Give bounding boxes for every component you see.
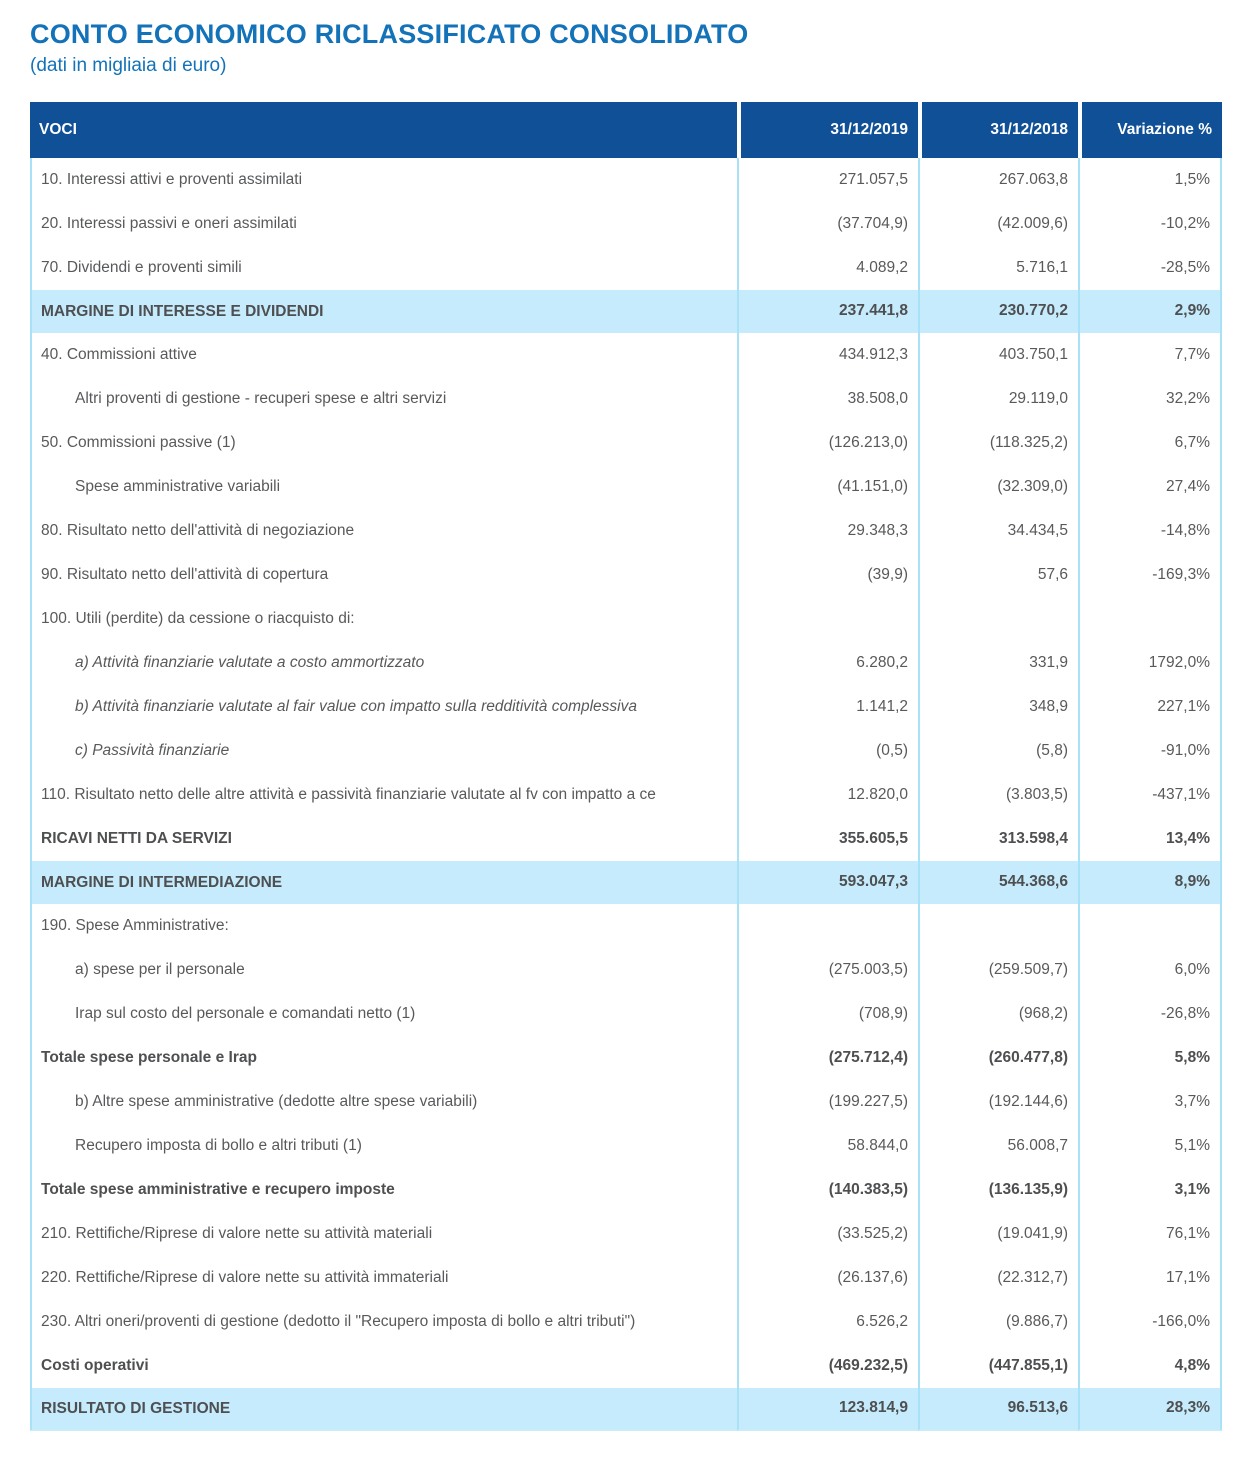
value-2019: 355.605,5 [737, 817, 918, 861]
value-variation: 7,7% [1078, 333, 1222, 377]
value-2018: (259.509,7) [918, 948, 1078, 992]
value-2018: 331,9 [918, 641, 1078, 685]
value-variation: 32,2% [1078, 377, 1222, 421]
subtotal-row-margine-interesse [30, 290, 1222, 333]
value-2019: 38.508,0 [737, 377, 918, 421]
row-label: 40. Commissioni attive [30, 333, 737, 377]
value-2018: 348,9 [918, 685, 1078, 729]
row-label: a) Attività finanziarie valutate a costo ammortizzato [30, 641, 737, 685]
value-2018: (192.144,6) [918, 1080, 1078, 1124]
table-row [30, 509, 1222, 553]
row-label: b) Altre spese amministrative (dedotte altre spese variabili) [30, 1080, 737, 1124]
row-label: Totale spese personale e Irap [30, 1036, 737, 1080]
value-2018: 544.368,6 [918, 861, 1078, 904]
value-variation: 17,1% [1078, 1256, 1222, 1300]
subtotal-row-costi-operativi [30, 1344, 1222, 1388]
value-2019: 29.348,3 [737, 509, 918, 553]
table-row [30, 1256, 1222, 1300]
subtotal-row-totale-amministrative [30, 1168, 1222, 1212]
row-label: RICAVI NETTI DA SERVIZI [30, 817, 737, 861]
table-row [30, 992, 1222, 1036]
row-label: Costi operativi [30, 1344, 737, 1388]
value-variation: 5,1% [1078, 1124, 1222, 1168]
row-label: MARGINE DI INTERMEDIAZIONE [30, 861, 737, 904]
row-label: RISULTATO DI GESTIONE [30, 1388, 737, 1431]
row-label: 100. Utili (perdite) da cessione o riacquisto di: [30, 597, 737, 641]
value-2019 [737, 904, 918, 948]
value-variation: -437,1% [1078, 773, 1222, 817]
subtotal-row-totale-personale [30, 1036, 1222, 1080]
value-2018 [918, 597, 1078, 641]
subtotal-row-risultato-gestione [30, 1388, 1222, 1431]
row-label: 230. Altri oneri/proventi di gestione (dedotto il "Recupero imposta di bollo e altri tributi") [30, 1300, 737, 1344]
value-2019: (39,9) [737, 553, 918, 597]
value-2019: 593.047,3 [737, 861, 918, 904]
value-variation: 13,4% [1078, 817, 1222, 861]
value-2019: 12.820,0 [737, 773, 918, 817]
value-variation: 28,3% [1078, 1388, 1222, 1431]
table-row [30, 729, 1222, 773]
value-2019: 1.141,2 [737, 685, 918, 729]
subtotal-row-margine-intermediazione [30, 861, 1222, 904]
value-2019: (469.232,5) [737, 1344, 918, 1388]
value-2018: (9.886,7) [918, 1300, 1078, 1344]
value-variation: 76,1% [1078, 1212, 1222, 1256]
value-2019: (275.003,5) [737, 948, 918, 992]
page-title: CONTO ECONOMICO RICLASSIFICATO CONSOLIDATO [30, 19, 749, 49]
value-2019: 6.526,2 [737, 1300, 918, 1344]
row-label: Spese amministrative variabili [30, 465, 737, 509]
row-label: 210. Rettifiche/Riprese di valore nette su attività materiali [30, 1212, 737, 1256]
value-variation: 1792,0% [1078, 641, 1222, 685]
table-row [30, 773, 1222, 817]
value-2019: (199.227,5) [737, 1080, 918, 1124]
row-label: 90. Risultato netto dell'attività di copertura [30, 553, 737, 597]
value-variation: 5,8% [1078, 1036, 1222, 1080]
value-2018: (42.009,6) [918, 202, 1078, 246]
table-row [30, 1300, 1222, 1344]
value-variation: -166,0% [1078, 1300, 1222, 1344]
value-2018: (260.477,8) [918, 1036, 1078, 1080]
header-row [30, 102, 1222, 158]
table-row [30, 1124, 1222, 1168]
table-row [30, 597, 1222, 641]
table-row [30, 685, 1222, 729]
value-2018: 313.598,4 [918, 817, 1078, 861]
value-2018: 34.434,5 [918, 509, 1078, 553]
row-label: 110. Risultato netto delle altre attività e passività finanziarie valutate al fv con impatto a ce [30, 773, 737, 817]
value-2018 [918, 904, 1078, 948]
row-label: 70. Dividendi e proventi simili [30, 246, 737, 290]
row-label: MARGINE DI INTERESSE E DIVIDENDI [30, 290, 737, 333]
value-variation: 1,5% [1078, 158, 1222, 202]
page-subtitle: (dati in migliaia di euro) [30, 54, 227, 76]
value-2019: 6.280,2 [737, 641, 918, 685]
value-variation: -28,5% [1078, 246, 1222, 290]
value-2018: (968,2) [918, 992, 1078, 1036]
value-2019: 237.441,8 [737, 290, 918, 333]
table-row [30, 158, 1222, 202]
column-header-variation: Variazione % [1078, 102, 1222, 158]
value-2018: (118.325,2) [918, 421, 1078, 465]
value-2019: 271.057,5 [737, 158, 918, 202]
row-label: b) Attività finanziarie valutate al fair value con impatto sulla redditività complessiva [30, 685, 737, 729]
value-2019: (33.525,2) [737, 1212, 918, 1256]
table-row [30, 948, 1222, 992]
value-2019: (26.137,6) [737, 1256, 918, 1300]
subtotal-row-ricavi-netti [30, 817, 1222, 861]
value-variation: 3,1% [1078, 1168, 1222, 1212]
value-variation: 6,0% [1078, 948, 1222, 992]
value-2019: 434.912,3 [737, 333, 918, 377]
value-2019 [737, 597, 918, 641]
value-variation [1078, 597, 1222, 641]
table-row [30, 377, 1222, 421]
value-2019: (0,5) [737, 729, 918, 773]
table-row [30, 333, 1222, 377]
value-variation: 2,9% [1078, 290, 1222, 333]
table-row [30, 421, 1222, 465]
row-label: 220. Rettifiche/Riprese di valore nette su attività immateriali [30, 1256, 737, 1300]
table-header [30, 102, 1222, 158]
value-variation: -10,2% [1078, 202, 1222, 246]
row-label: 10. Interessi attivi e proventi assimilati [30, 158, 737, 202]
table-row [30, 1080, 1222, 1124]
value-variation: 3,7% [1078, 1080, 1222, 1124]
value-variation: 6,7% [1078, 421, 1222, 465]
row-label: Recupero imposta di bollo e altri tributi (1) [30, 1124, 737, 1168]
value-variation: 4,8% [1078, 1344, 1222, 1388]
value-2018: 57,6 [918, 553, 1078, 597]
value-2019: (708,9) [737, 992, 918, 1036]
value-2019: (126.213,0) [737, 421, 918, 465]
table-row [30, 904, 1222, 948]
column-header-voci: VOCI [30, 102, 737, 158]
value-2019: 4.089,2 [737, 246, 918, 290]
value-2019: (41.151,0) [737, 465, 918, 509]
table-row [30, 641, 1222, 685]
table-body [30, 158, 1222, 1431]
row-label: 50. Commissioni passive (1) [30, 421, 737, 465]
value-2018: (3.803,5) [918, 773, 1078, 817]
column-header-2019: 31/12/2019 [737, 102, 918, 158]
value-2019: (37.704,9) [737, 202, 918, 246]
value-2018: 96.513,6 [918, 1388, 1078, 1431]
table-row [30, 465, 1222, 509]
value-2019: 58.844,0 [737, 1124, 918, 1168]
row-label: Totale spese amministrative e recupero imposte [30, 1168, 737, 1212]
value-variation: 8,9% [1078, 861, 1222, 904]
row-label: 190. Spese Amministrative: [30, 904, 737, 948]
value-2018: 267.063,8 [918, 158, 1078, 202]
value-2018: 29.119,0 [918, 377, 1078, 421]
table-row [30, 202, 1222, 246]
value-variation: 27,4% [1078, 465, 1222, 509]
row-label: a) spese per il personale [30, 948, 737, 992]
value-2018: (136.135,9) [918, 1168, 1078, 1212]
income-statement-table [30, 102, 1222, 1431]
value-2019: 123.814,9 [737, 1388, 918, 1431]
row-label: Irap sul costo del personale e comandati netto (1) [30, 992, 737, 1036]
value-2018: 5.716,1 [918, 246, 1078, 290]
table-row [30, 1212, 1222, 1256]
value-2018: (19.041,9) [918, 1212, 1078, 1256]
value-variation: -169,3% [1078, 553, 1222, 597]
value-2018: 56.008,7 [918, 1124, 1078, 1168]
value-2018: 230.770,2 [918, 290, 1078, 333]
value-2018: (32.309,0) [918, 465, 1078, 509]
value-2019: (275.712,4) [737, 1036, 918, 1080]
row-label: 20. Interessi passivi e oneri assimilati [30, 202, 737, 246]
value-2018: (22.312,7) [918, 1256, 1078, 1300]
table-row [30, 553, 1222, 597]
value-2018: (5,8) [918, 729, 1078, 773]
value-2018: 403.750,1 [918, 333, 1078, 377]
value-variation: 227,1% [1078, 685, 1222, 729]
row-label: c) Passività finanziarie [30, 729, 737, 773]
value-variation: -91,0% [1078, 729, 1222, 773]
column-header-2018: 31/12/2018 [918, 102, 1078, 158]
value-variation: -26,8% [1078, 992, 1222, 1036]
value-variation [1078, 904, 1222, 948]
table-row [30, 246, 1222, 290]
value-2018: (447.855,1) [918, 1344, 1078, 1388]
row-label: 80. Risultato netto dell'attività di negoziazione [30, 509, 737, 553]
row-label: Altri proventi di gestione - recuperi spese e altri servizi [30, 377, 737, 421]
value-variation: -14,8% [1078, 509, 1222, 553]
value-2019: (140.383,5) [737, 1168, 918, 1212]
